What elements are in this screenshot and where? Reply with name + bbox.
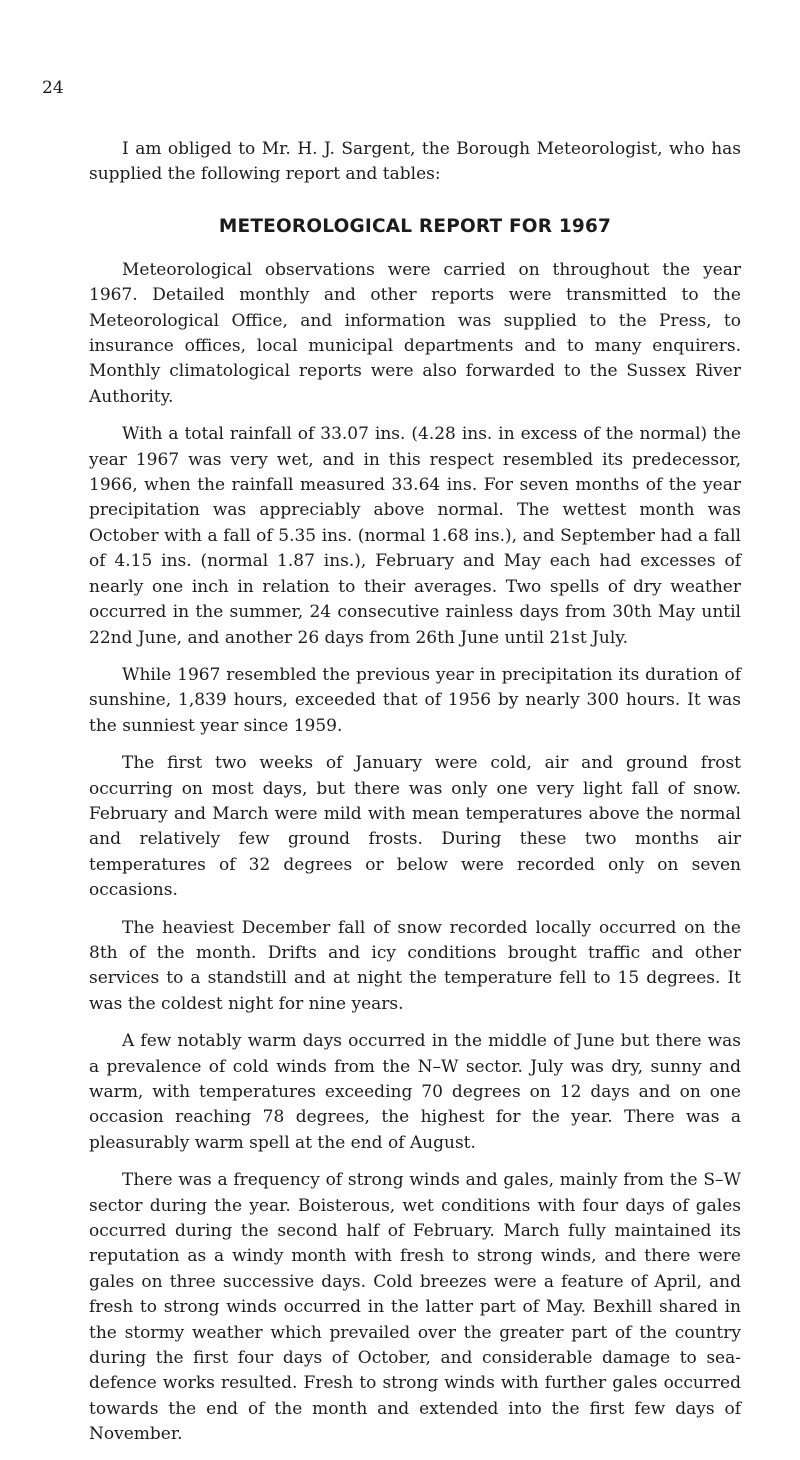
paragraph-sunshine: While 1967 resembled the previous year in precipitation its duration of sunshine, 1,839 hours, exceeded that of 1956 by nearly 300 hours. It was the sunniest year since 1959. [89, 664, 741, 736]
paragraph-december-snow: The heaviest December fall of snow recorded locally occurred on the 8th of the month. Drifts and icy conditions brought traffic and other services to a standstill and at night the temperature fell to 15 degrees. It was the coldest night for nine years. [89, 917, 741, 1014]
paragraph-winds: There was a frequency of strong winds and gales, mainly from the S–W sector during the year. Boisterous, wet conditions with four days of gales occurred during the second half of February. March fully maintained its reputation as a windy month with fresh to strong winds, and there were gales on three successive days. Cold breezes were a feature of April, and fresh to strong winds occurred in the latter part of May. Bexhill shared in the stormy weather which prevailed over the greater part of the country during the first four days of October, and considerable damage to sea-defence works resulted. Fresh to strong winds with further gales occurred towards the end of the month and extended into the first few days of November. [89, 1170, 741, 1445]
page-number: 24 [42, 78, 64, 98]
intro-paragraph: I am obliged to Mr. H. J. Sargent, the Borough Meteorologist, who has supplied the following report and tables: [89, 139, 741, 185]
report-heading: METEOROLOGICAL REPORT FOR 1967 [218, 215, 612, 237]
paragraph-summer: A few notably warm days occurred in the middle of June but there was a prevalence of cold winds from the N–W sector. July was dry, sunny and warm, with temperatures exceeding 70 degrees on 12 days and on one occasion reaching 78 degrees, the highest for the year. There was a pleasurably warm spell at the end of August. [89, 1031, 741, 1153]
paragraph-rainfall: With a total rainfall of 33.07 ins. (4.28 ins. in excess of the normal) the year 1967 was very wet, and in this respect resembled its predecessor, 1966, when the rainfall measured 33.64 ins. For seven months of the year precipitation was appreciably above normal. The wettest month was October with a fall of 5.35 ins. (normal 1.68 ins.), and September had a fall of 4.15 ins. (normal 1.87 ins.), February and May each had excesses of nearly one inch in relation to their averages. Two spells of dry weather occurred in the summer, 24 consecutive rainless days from 30th May until 22nd June, and another 26 days from 26th June until 21st July. [89, 424, 741, 648]
paragraph-winter: The first two weeks of January were cold, air and ground frost occurring on most days, but there was only one very light fall of snow. February and March were mild with mean temperatures above the normal and relatively few ground frosts. During these two months air temperatures of 32 degrees or below were recorded only on seven occasions. [89, 753, 741, 901]
paragraph-observations: Meteorological observations were carried on throughout the year 1967. Detailed monthly and other reports were transmitted to the Meteorological Office, and information was supplied to the Press, to insurance offices, local municipal departments and to many enquirers. Monthly climatological reports were also forwarded to the Sussex River Authority. [89, 259, 741, 407]
report-body [89, 137, 741, 1460]
